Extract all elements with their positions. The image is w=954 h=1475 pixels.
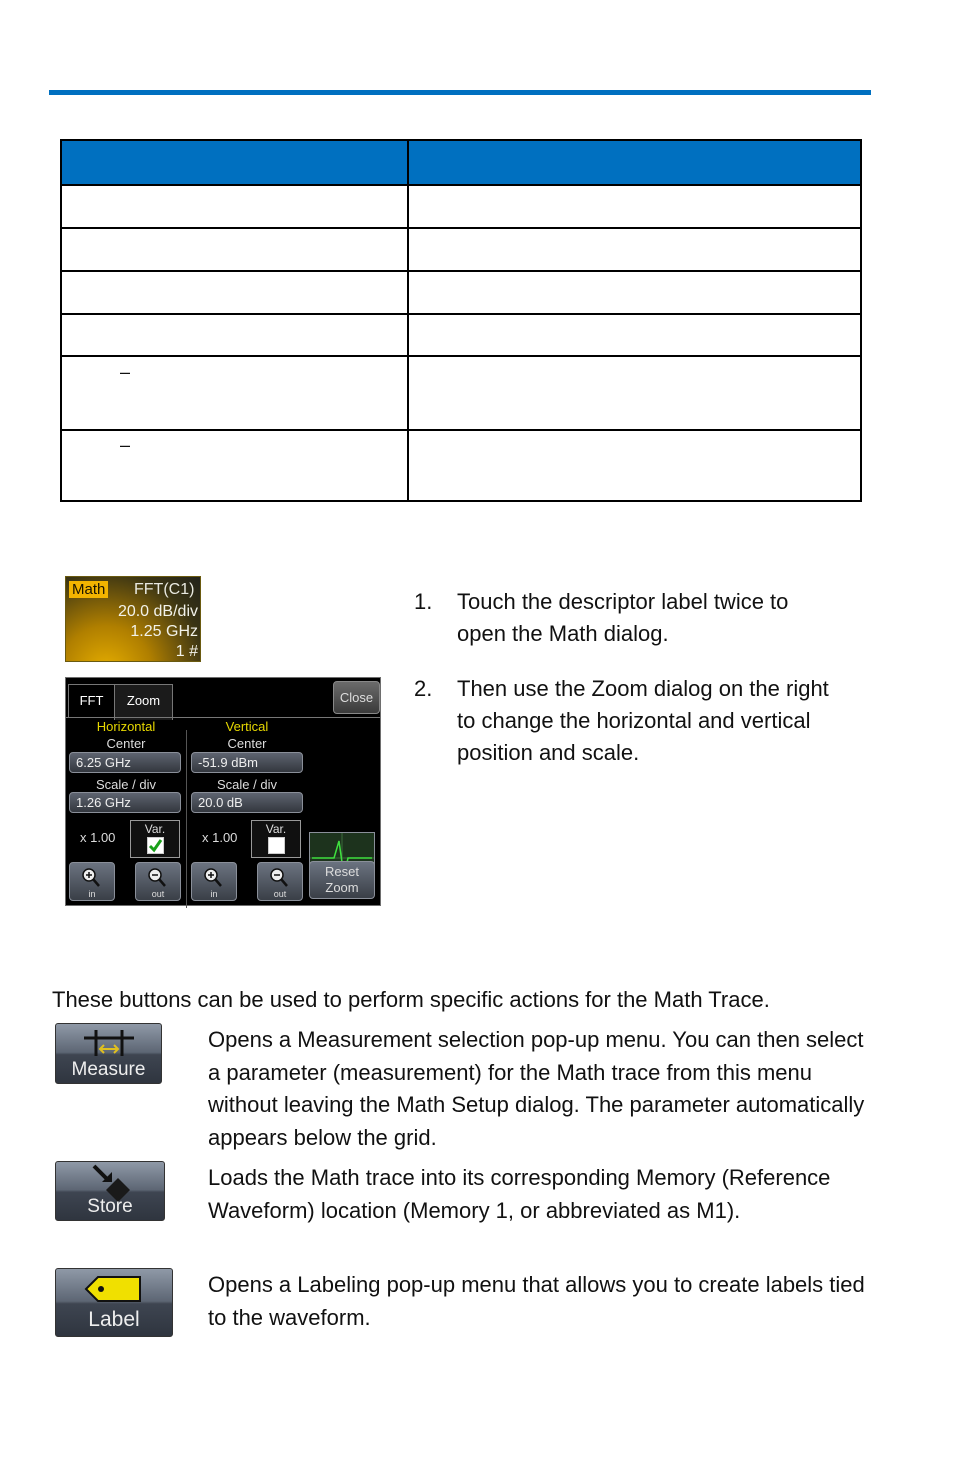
horizontal-center-field[interactable]: 6.25 GHz <box>69 752 181 773</box>
reset-line2: Zoom <box>325 880 359 895</box>
checkbox-box <box>147 837 164 854</box>
settings-table <box>60 139 862 502</box>
zoom-out-label: out <box>273 889 287 899</box>
math-descriptor-label[interactable] <box>65 576 201 662</box>
horizontal-multiplier: x 1.00 <box>80 830 116 845</box>
tag-icon <box>56 1269 173 1313</box>
table-row-divider <box>62 270 860 272</box>
table-column-divider <box>407 141 409 500</box>
actions-intro: These buttons can be used to perform specific actions for the Math Trace. <box>52 987 770 1012</box>
vertical-zoom-in-button[interactable] <box>191 862 237 901</box>
horizontal-heading: Horizontal <box>96 719 156 734</box>
math-source: FFT(C1) <box>134 581 195 598</box>
measure-label: Measure <box>71 1059 146 1080</box>
step-number: 1. <box>414 589 433 614</box>
tab-zoom[interactable]: Zoom <box>114 684 173 720</box>
zoom-in-label: in <box>210 889 218 899</box>
zoom-out-label: out <box>151 889 165 899</box>
store-button[interactable] <box>55 1161 165 1221</box>
store-label: Store <box>87 1196 133 1217</box>
vertical-scale-label: Scale / div <box>217 777 277 792</box>
tab-fft[interactable]: FFT <box>68 684 115 718</box>
vertical-var-checkbox[interactable] <box>251 820 301 858</box>
math-tag: Math <box>69 581 108 598</box>
descriptor-count: 1 # <box>175 643 198 660</box>
close-button[interactable]: Close <box>333 681 380 714</box>
label-label: Label <box>88 1308 140 1331</box>
var-label: Var. <box>144 822 166 836</box>
vertical-heading: Vertical <box>225 719 269 734</box>
vertical-scale-field[interactable]: 20.0 dB <box>191 792 303 813</box>
horizontal-scale-label: Scale / div <box>96 777 156 792</box>
header-rule <box>49 90 871 95</box>
table-dash: – <box>120 435 131 455</box>
zoom-in-label: in <box>88 889 96 899</box>
horizontal-zoom-in-button[interactable] <box>69 862 115 901</box>
horizontal-zoom-out-button[interactable] <box>135 862 181 901</box>
label-description: Opens a Labeling pop-up menu that allows you to create labels tied to the waveform. <box>208 1272 865 1330</box>
descriptor-vertical-scale: 20.0 dB/div <box>117 603 198 620</box>
checkmark-icon <box>147 837 164 854</box>
table-row-divider <box>62 429 860 431</box>
store-description: Loads the Math trace into its corresponding Memory (Reference Waveform) location (Memory 1, or abbreviated as M1). <box>208 1165 831 1223</box>
horizontal-var-checkbox[interactable] <box>130 820 180 858</box>
step-text: Touch the descriptor label twice to open the Math dialog. <box>457 589 789 646</box>
measure-icon <box>56 1024 162 1064</box>
var-label: Var. <box>265 822 287 836</box>
panel-divider <box>186 730 187 908</box>
table-dash: – <box>120 362 131 382</box>
table-header-row <box>62 141 860 186</box>
measure-description: Opens a Measurement selection pop-up menu. You can then select a parameter (measurement) for the Math trace from this menu without leaving the Math Setup dialog. The parameter automatically appears below the grid. <box>208 1027 865 1150</box>
vertical-zoom-out-button[interactable] <box>257 862 303 901</box>
reset-zoom-button[interactable] <box>309 861 375 899</box>
table-row-divider <box>62 227 860 229</box>
table-row-divider <box>62 355 860 357</box>
vertical-center-field[interactable]: -51.9 dBm <box>191 752 303 773</box>
measure-button[interactable] <box>55 1023 162 1084</box>
label-button[interactable] <box>55 1268 173 1337</box>
step-number: 2. <box>414 676 433 701</box>
step-text: Then use the Zoom dialog on the right to change the horizontal and vertical position and scale. <box>457 676 829 765</box>
horizontal-center-label: Center <box>106 736 146 751</box>
table-row-divider <box>62 313 860 315</box>
reset-line1: Reset <box>325 864 359 879</box>
checkbox-box <box>268 837 285 854</box>
horizontal-scale-field[interactable]: 1.26 GHz <box>69 792 181 813</box>
vertical-multiplier: x 1.00 <box>202 830 238 845</box>
descriptor-horizontal-scale: 1.25 GHz <box>130 623 198 640</box>
zoom-dialog <box>65 677 381 906</box>
vertical-center-label: Center <box>227 736 267 751</box>
